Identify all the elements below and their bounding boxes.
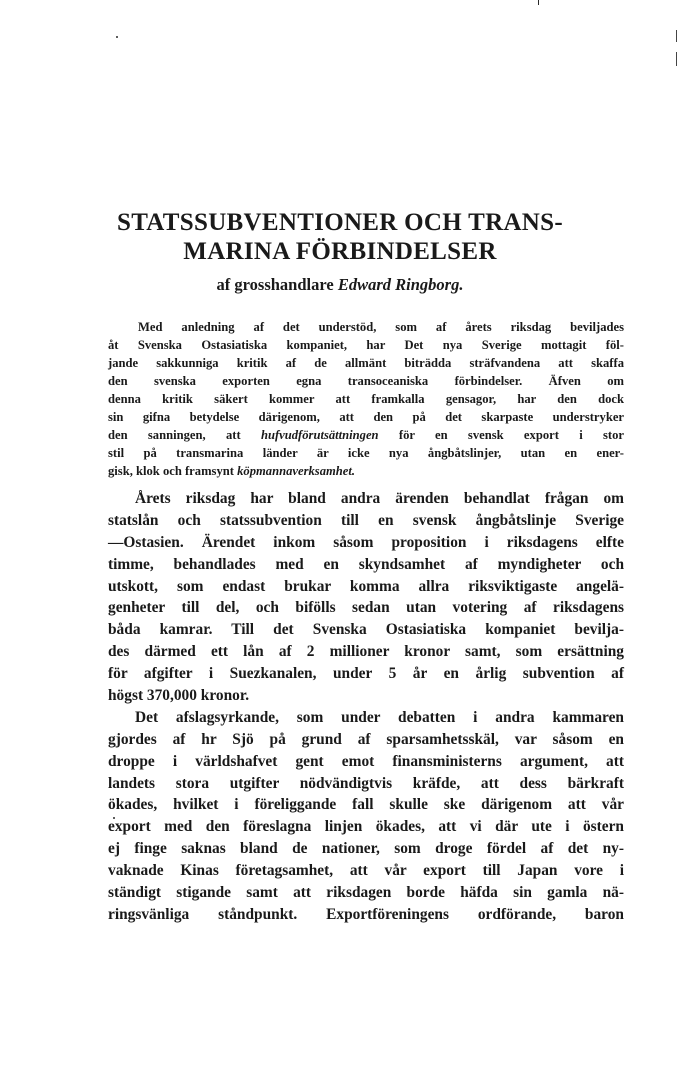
ink-speck: [116, 36, 118, 38]
intro-line: åt Svenska Ostasiatiska kompaniet, har Det nya Sverige mottagit föl-: [108, 338, 624, 352]
intro-emphasis: köpmannaverksamhet.: [237, 464, 356, 478]
byline-prefix: af grosshandlare: [216, 275, 334, 294]
body-line: landets stora utgifter nödvändigtvis kräfde, att dess bärkraft: [108, 774, 624, 792]
body-line: för afgifter i Suezkanalen, under 5 år en årlig subvention af: [108, 665, 624, 683]
body-line: gjordes af hr Sjö på grund af sparsamhetsskäl, var såsom en: [108, 730, 624, 748]
body-line: ökades, hvilket i föreliggande fall skulle ske därigenom att vår: [108, 796, 624, 814]
article-body: [108, 488, 624, 926]
article-byline: [100, 275, 580, 295]
body-line: ständigt stigande samt att riksdagen borde häfda sin gamla nä-: [108, 884, 624, 902]
ink-speck: [538, 0, 539, 5]
byline-author: Edward Ringborg.: [337, 275, 464, 294]
paragraph: [108, 488, 624, 707]
body-line: ringsvänliga ståndpunkt. Exportföreningens ordförande, baron: [108, 905, 624, 923]
intro-line: jande sakkunniga kritik af de allmänt biträdda sträfvandena att skaffa: [108, 356, 624, 370]
body-line: des därmed ett lån af 2 millioner kronor samt, som ersättning: [108, 643, 624, 661]
body-line: —Ostasien. Ärendet inkom såsom proposition i riksdagens elfte: [108, 533, 624, 551]
body-line: timme, behandlades med en skyndsamhet af myndigheter och: [108, 555, 624, 573]
body-line: båda kamrar. Till det Svenska Ostasiatiska kompaniet bevilja-: [108, 621, 624, 639]
body-line: Det afslagsyrkande, som under debatten i andra kammaren: [135, 708, 624, 726]
intro-line: den svenska exporten egna transoceaniska förbindelser. Äfven om: [108, 374, 624, 388]
intro-text: gisk, klok och framsynt: [108, 464, 234, 478]
title-line: STATSSUBVENTIONER OCH TRANS-: [116, 209, 563, 236]
intro-line: sin gifna betydelse därigenom, att den på det skarpaste understryker: [108, 410, 624, 424]
title-line: MARINA FÖRBINDELSER: [183, 238, 497, 265]
body-line: droppe i världshafvet gent emot finansministerns argument, att: [108, 752, 624, 770]
body-line: ej finge saknas bland de nationer, som droge fördel af det ny-: [108, 840, 624, 858]
intro-line: stil på transmarina länder är icke nya ångbåtslinjer, utan en ener-: [108, 446, 624, 460]
intro-text: den sanningen, att: [108, 428, 241, 442]
article-title: [100, 208, 580, 266]
body-line: Årets riksdag har bland andra ärenden behandlat frågan om: [135, 490, 624, 507]
page-edge-mark: [676, 52, 677, 66]
body-line: högst 370,000 kronor.: [108, 687, 250, 705]
intro-line: [108, 426, 624, 444]
intro-emphasis: hufvudförutsättningen: [260, 428, 379, 442]
paragraph: [108, 707, 624, 926]
intro-line: Med anledning af det understöd, som af årets riksdag beviljades: [138, 320, 624, 334]
body-line: statslån och statssubvention till en svensk ångbåtslinje Sverige: [108, 511, 624, 529]
editorial-introduction: [108, 318, 624, 480]
intro-line: denna kritik säkert kommer att framkalla gensagor, har den dock: [108, 392, 624, 406]
intro-text: för en svensk export i stor: [398, 428, 625, 442]
body-line: genheter till del, och bifölls sedan utan votering af riksdagens: [108, 599, 624, 617]
body-line: export med den föreslagna linjen ökades, att vi där ute i östern: [108, 818, 624, 836]
body-line: vaknade Kinas företagsamhet, att vår export till Japan vore i: [108, 862, 624, 880]
body-line: utskott, som endast brukar komma allra riksviktigaste angelä-: [108, 577, 624, 595]
page-edge-mark: [676, 30, 677, 42]
intro-line: [108, 462, 624, 480]
